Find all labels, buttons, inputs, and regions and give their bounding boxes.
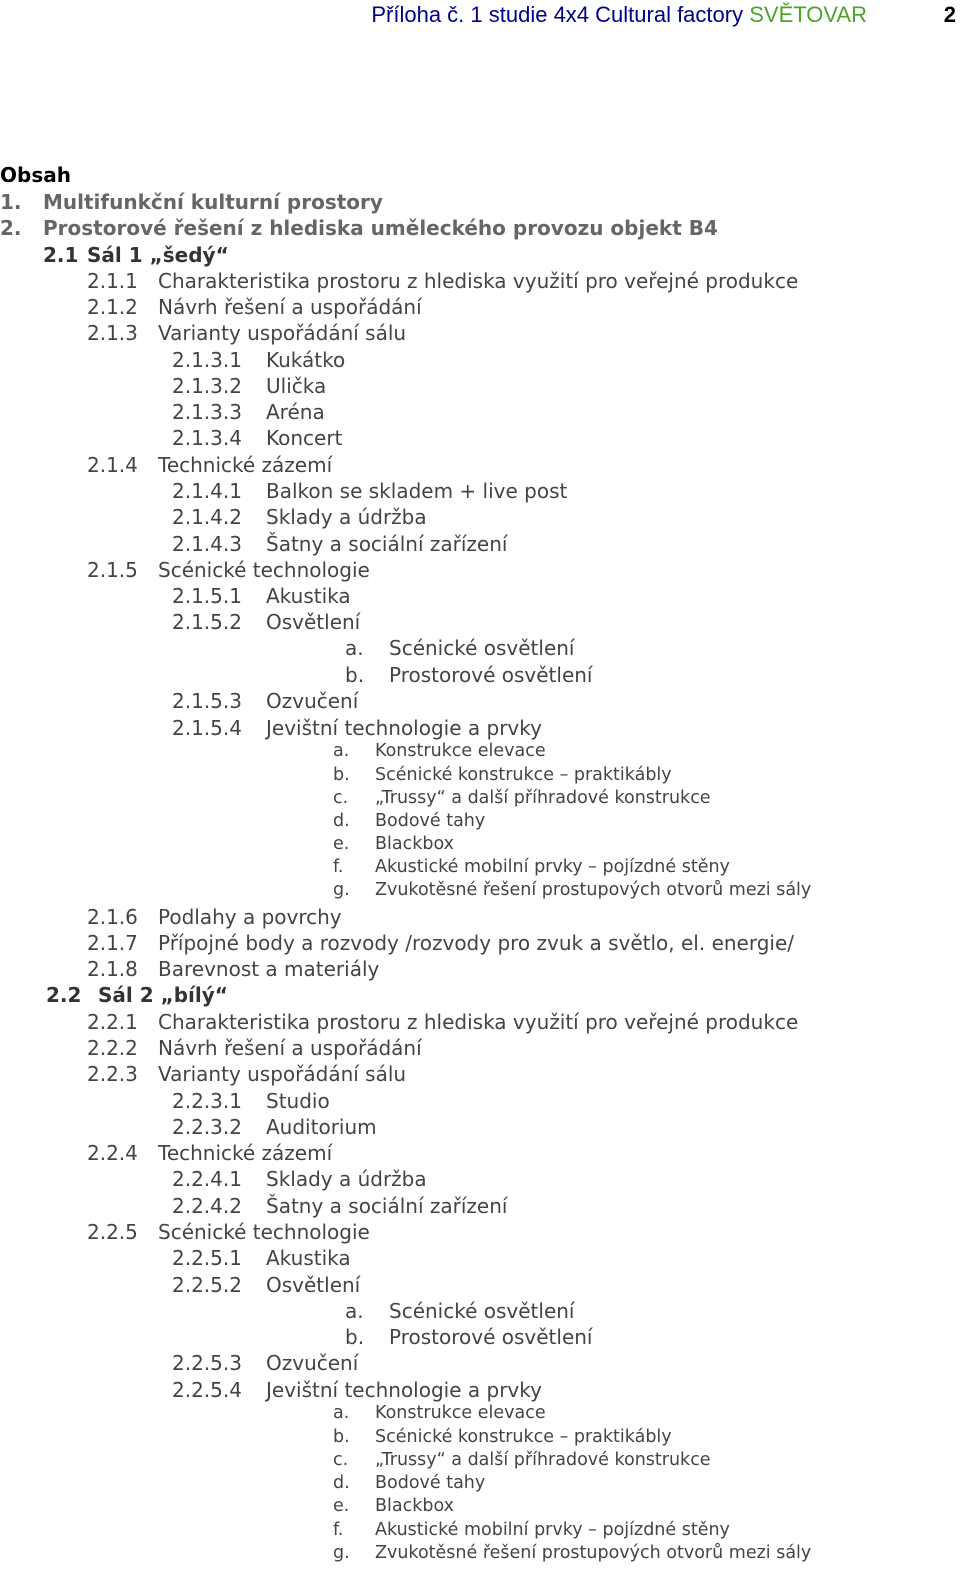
toc-entry-text: Varianty uspořádání sálu bbox=[158, 321, 407, 345]
toc-entry-number: a. bbox=[345, 636, 364, 660]
toc-entry-text: Návrh řešení a uspořádání bbox=[158, 1036, 422, 1060]
toc-entry-text: Šatny a sociální zařízení bbox=[266, 532, 508, 556]
toc-entry-number: b. bbox=[345, 663, 365, 687]
toc-entry-text: Studio bbox=[266, 1089, 330, 1113]
toc-entry-number: 2. bbox=[0, 216, 22, 240]
toc-entry-number: a. bbox=[333, 1403, 350, 1423]
toc-entry-text: Sál 2 „bílý“ bbox=[98, 983, 228, 1007]
toc-entry-number: 2.1.5 bbox=[87, 558, 138, 582]
toc-entry-number: 2.2.5.2 bbox=[172, 1273, 242, 1297]
toc-entry-text: Jevištní technologie a prvky bbox=[266, 716, 542, 740]
toc-entry-number: 2.1.2 bbox=[87, 295, 138, 319]
toc-entry-text: „Trussy“ a další příhradové konstrukce bbox=[375, 1450, 711, 1470]
toc-entry-text: Sklady a údržba bbox=[266, 1167, 427, 1191]
toc-entry-text: „Trussy“ a další příhradové konstrukce bbox=[375, 788, 711, 808]
toc-entry-text: Scénické konstrukce – praktikábly bbox=[375, 1427, 672, 1447]
toc-entry-number: 2.1.7 bbox=[87, 931, 138, 955]
toc-entry-text: Šatny a sociální zařízení bbox=[266, 1194, 508, 1218]
toc-entry-number: c. bbox=[333, 788, 349, 808]
toc-entry-number: 2.2.5.4 bbox=[172, 1378, 242, 1402]
toc-entry-number: a. bbox=[345, 1299, 364, 1323]
toc-entry-text: Charakteristika prostoru z hlediska využití pro veřejné produkce bbox=[158, 1010, 799, 1034]
toc-entry-text: Prostorové osvětlení bbox=[389, 1325, 593, 1349]
toc-entry-text: Ozvučení bbox=[266, 1351, 359, 1375]
toc-entry-number: b. bbox=[333, 765, 350, 785]
toc-entry-number: 2.1.3.3 bbox=[172, 400, 242, 424]
toc-entry-text: Jevištní technologie a prvky bbox=[266, 1378, 542, 1402]
toc-entry-text: Zvukotěsné řešení prostupových otvorů mezi sály bbox=[375, 880, 812, 900]
toc-entry-text: Konstrukce elevace bbox=[375, 1403, 546, 1423]
toc-entry-text: Prostorové řešení z hlediska uměleckého provozu objekt B4 bbox=[43, 216, 718, 240]
toc-entry-text: Multifunkční kulturní prostory bbox=[43, 190, 383, 214]
toc-entry-number: 2.1.4.1 bbox=[172, 479, 242, 503]
toc-entry-number: 2.1.4 bbox=[87, 453, 138, 477]
toc-entry-text: Blackbox bbox=[375, 834, 454, 854]
toc-entry-number: 2.2.3.2 bbox=[172, 1115, 242, 1139]
toc-entry-number: 2.2.4.2 bbox=[172, 1194, 242, 1218]
toc-entry-text: Scénické technologie bbox=[158, 558, 370, 582]
toc-entry-text: Technické zázemí bbox=[158, 453, 333, 477]
toc-entry-number: 2.1.1 bbox=[87, 269, 138, 293]
toc-entry-number: 1. bbox=[0, 190, 22, 214]
toc-entry-number: b. bbox=[333, 1427, 350, 1447]
toc-entry-text: Technické zázemí bbox=[158, 1141, 333, 1165]
toc-entry-number: 2.2.5.1 bbox=[172, 1246, 242, 1270]
toc-entry-number: 2.1.3.2 bbox=[172, 374, 242, 398]
toc-entry-text: Charakteristika prostoru z hlediska využití pro veřejné produkce bbox=[158, 269, 799, 293]
toc-entry-number: g. bbox=[333, 1543, 350, 1563]
toc-entry-number: 2.1.8 bbox=[87, 957, 138, 981]
toc-entry-number: e. bbox=[333, 1496, 350, 1516]
toc-entry-text: Scénické technologie bbox=[158, 1220, 370, 1244]
toc-entry-text: Osvětlení bbox=[266, 610, 361, 634]
toc-entry-number: c. bbox=[333, 1450, 349, 1470]
toc-entry-text: Aréna bbox=[266, 400, 325, 424]
toc-entry-number: 2.1.5.2 bbox=[172, 610, 242, 634]
toc-entry-number: 2.2.2 bbox=[87, 1036, 138, 1060]
toc-entry-number: 2.2.4 bbox=[87, 1141, 138, 1165]
toc-entry-text: Podlahy a povrchy bbox=[158, 905, 342, 929]
toc-entry-text: Akustické mobilní prvky – pojízdné stěny bbox=[375, 857, 730, 877]
toc-entry-text: Sklady a údržba bbox=[266, 505, 427, 529]
toc-entry-text: Akustika bbox=[266, 1246, 351, 1270]
toc-entry-text: Auditorium bbox=[266, 1115, 377, 1139]
toc-entry-text: Koncert bbox=[266, 426, 343, 450]
toc-entry-text: Barevnost a materiály bbox=[158, 957, 380, 981]
toc-entry-number: 2.2.4.1 bbox=[172, 1167, 242, 1191]
toc-entry-number: 2.1.5.4 bbox=[172, 716, 242, 740]
toc-entry-number: d. bbox=[333, 1473, 350, 1493]
header-accent: SVĚTOVAR bbox=[749, 2, 867, 27]
toc-entry-text: Prostorové osvětlení bbox=[389, 663, 593, 687]
toc-entry-number: 2.2.5.3 bbox=[172, 1351, 242, 1375]
toc-entry-number: b. bbox=[345, 1325, 365, 1349]
header-title bbox=[371, 2, 867, 28]
toc-entry-text: Scénické konstrukce – praktikábly bbox=[375, 765, 672, 785]
toc-entry-text: Návrh řešení a uspořádání bbox=[158, 295, 422, 319]
toc-entry-number: 2.1.3 bbox=[87, 321, 138, 345]
toc-entry-number: f. bbox=[333, 857, 344, 877]
toc-entry-number: 2.1.3.4 bbox=[172, 426, 242, 450]
toc-title: Obsah bbox=[0, 163, 71, 187]
toc-entry-text: Scénické osvětlení bbox=[389, 636, 575, 660]
toc-entry-text: Scénické osvětlení bbox=[389, 1299, 575, 1323]
toc-entry-number: 2.2.1 bbox=[87, 1010, 138, 1034]
toc-entry-text: Bodové tahy bbox=[375, 811, 486, 831]
toc-entry-text: Konstrukce elevace bbox=[375, 741, 546, 761]
page-number: 2 bbox=[943, 2, 956, 27]
toc-entry-text: Balkon se skladem + live post bbox=[266, 479, 568, 503]
toc-entry-number: a. bbox=[333, 741, 350, 761]
toc-entry-number: 2.2.5 bbox=[87, 1220, 138, 1244]
toc-entry-number: 2.1 bbox=[43, 243, 79, 267]
toc-entry-number: 2.2 bbox=[46, 983, 82, 1007]
toc-entry-number: 2.1.5.1 bbox=[172, 584, 242, 608]
toc-entry-text: Zvukotěsné řešení prostupových otvorů mezi sály bbox=[375, 1543, 812, 1563]
toc-entry-text: Blackbox bbox=[375, 1496, 454, 1516]
toc-entry-text: Kukátko bbox=[266, 348, 346, 372]
toc-entry-number: f. bbox=[333, 1520, 344, 1540]
toc-entry-number: 2.1.5.3 bbox=[172, 689, 242, 713]
toc-entry-number: 2.2.3 bbox=[87, 1062, 138, 1086]
toc-entry-number: 2.2.3.1 bbox=[172, 1089, 242, 1113]
page-header bbox=[0, 2, 960, 32]
toc-entry-text: Akustické mobilní prvky – pojízdné stěny bbox=[375, 1520, 730, 1540]
toc-entry-text: Přípojné body a rozvody /rozvody pro zvuk a světlo, el. energie/ bbox=[158, 931, 795, 955]
toc-entry-number: 2.1.4.2 bbox=[172, 505, 242, 529]
toc-entry-text: Sál 1 „šedý“ bbox=[87, 243, 229, 267]
toc-entry-number: d. bbox=[333, 811, 350, 831]
toc-entry-number: 2.1.4.3 bbox=[172, 532, 242, 556]
toc-entry-number: 2.1.3.1 bbox=[172, 348, 242, 372]
toc-entry-number: g. bbox=[333, 880, 350, 900]
toc-entry-text: Bodové tahy bbox=[375, 1473, 486, 1493]
toc-entry-text: Ulička bbox=[266, 374, 327, 398]
toc-entry-number: e. bbox=[333, 834, 350, 854]
toc-entry-text: Ozvučení bbox=[266, 689, 359, 713]
toc-entry-text: Akustika bbox=[266, 584, 351, 608]
toc-entry-text: Varianty uspořádání sálu bbox=[158, 1062, 407, 1086]
header-title-text: Příloha č. 1 studie 4x4 Cultural factory bbox=[371, 2, 744, 27]
toc-entry-number: 2.1.6 bbox=[87, 905, 138, 929]
toc-entry-text: Osvětlení bbox=[266, 1273, 361, 1297]
